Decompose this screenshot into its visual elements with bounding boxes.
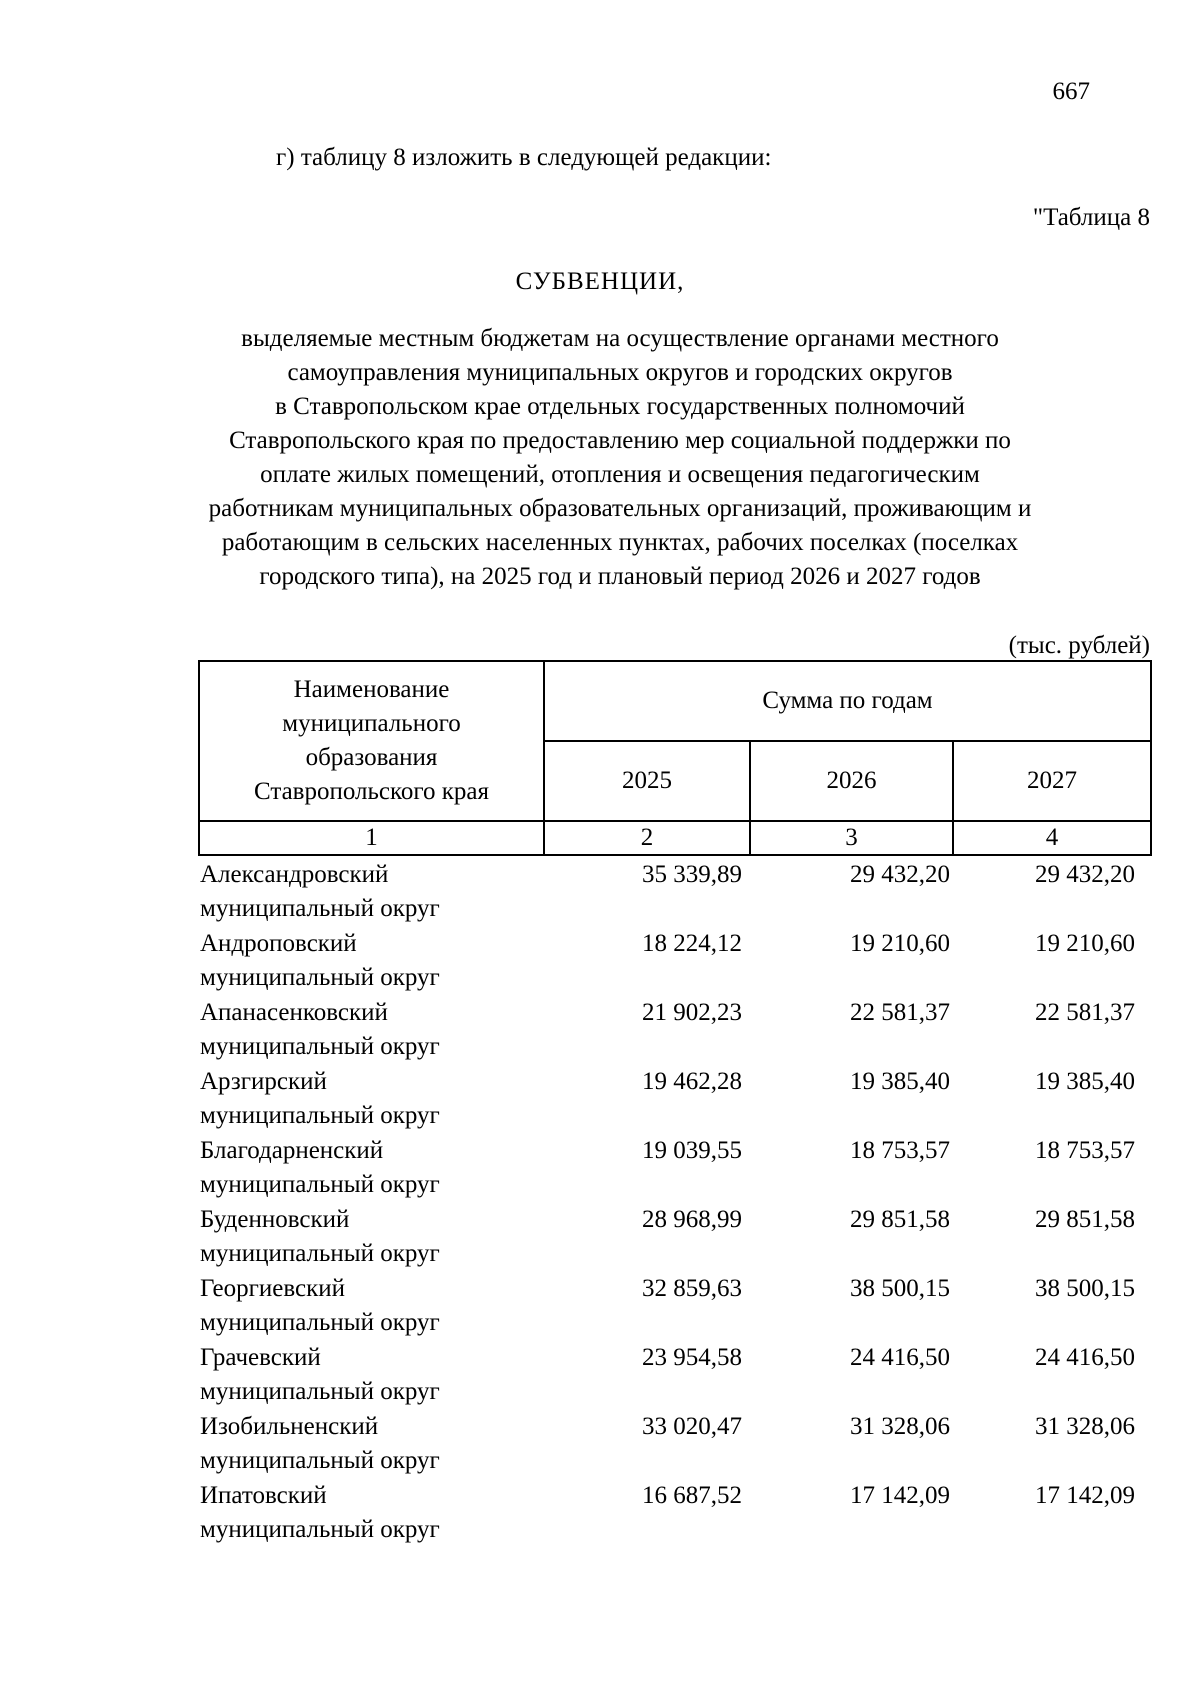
header-sum-cell: Сумма по годам [544, 661, 1151, 741]
municipality-name-line: муниципальный округ [200, 1516, 440, 1543]
value-2026: 22 581,37 [850, 999, 950, 1026]
municipality-name-line: муниципальный округ [200, 1171, 440, 1198]
municipality-name-line: Изобильненский [200, 1413, 379, 1440]
municipality-name-line: муниципальный округ [200, 895, 440, 922]
value-2027: 18 753,57 [1035, 1137, 1135, 1164]
value-2026: 24 416,50 [850, 1344, 950, 1371]
municipality-name-line: муниципальный округ [200, 1378, 440, 1405]
municipality-name-line: муниципальный округ [200, 1102, 440, 1129]
header-year-2026: 2026 [750, 741, 953, 821]
value-2025: 16 687,52 [642, 1482, 742, 1509]
header-name-line: Наименование [293, 676, 450, 703]
table-header [198, 660, 1152, 856]
value-2025: 28 968,99 [642, 1206, 742, 1233]
subtitle-line: городского типа), на 2025 год и плановый период 2026 и 2027 годов [259, 563, 981, 590]
header-name-line: образования [305, 744, 438, 771]
value-2025: 21 902,23 [642, 999, 742, 1026]
header-name-line: Ставропольского края [254, 778, 489, 805]
municipality-name-line: Ипатовский [200, 1482, 327, 1509]
header-year-2025: 2025 [544, 741, 750, 821]
subtitle-line: Ставропольского края по предоставлению мер социальной поддержки по [229, 427, 1011, 454]
column-number: 4 [953, 821, 1151, 855]
municipality-name-line: муниципальный округ [200, 1309, 440, 1336]
table-row [200, 927, 1150, 996]
value-2027: 19 210,60 [1035, 930, 1135, 957]
document-subtitle [190, 322, 1050, 594]
value-2027: 22 581,37 [1035, 999, 1135, 1026]
units-label: (тыс. рублей) [1008, 632, 1150, 659]
table-row [200, 1479, 1150, 1548]
value-2025: 18 224,12 [642, 930, 742, 957]
value-2027: 31 328,06 [1035, 1413, 1135, 1440]
municipality-name-line: муниципальный округ [200, 1033, 440, 1060]
value-2027: 29 432,20 [1035, 861, 1135, 888]
value-2026: 31 328,06 [850, 1413, 950, 1440]
subtitle-line: оплате жилых помещений, отопления и освещения педагогическим [260, 461, 980, 488]
municipality-name-line: Благодарненский [200, 1137, 384, 1164]
municipality-name-line: Апанасенковский [200, 999, 388, 1026]
subtitle-line: самоуправления муниципальных округов и городских округов [287, 359, 953, 386]
value-2027: 19 385,40 [1035, 1068, 1135, 1095]
municipality-name-line: Арзгирский [200, 1068, 327, 1095]
value-2026: 18 753,57 [850, 1137, 950, 1164]
value-2026: 29 851,58 [850, 1206, 950, 1233]
value-2027: 17 142,09 [1035, 1482, 1135, 1509]
table-row [200, 996, 1150, 1065]
municipality-name-line: Буденновский [200, 1206, 350, 1233]
value-2025: 33 020,47 [642, 1413, 742, 1440]
value-2025: 32 859,63 [642, 1275, 742, 1302]
column-number: 1 [199, 821, 544, 855]
value-2026: 38 500,15 [850, 1275, 950, 1302]
municipality-name-line: Александровский [200, 861, 389, 888]
value-2026: 19 210,60 [850, 930, 950, 957]
table-row [200, 1272, 1150, 1341]
table-row [200, 1341, 1150, 1410]
value-2025: 19 462,28 [642, 1068, 742, 1095]
page-number: 667 [1052, 78, 1090, 105]
municipality-name-line: Андроповский [200, 930, 357, 957]
table-row [200, 1203, 1150, 1272]
municipality-name-line: муниципальный округ [200, 964, 440, 991]
table-label: "Таблица 8 [1032, 204, 1150, 231]
value-2027: 29 851,58 [1035, 1206, 1135, 1233]
value-2026: 19 385,40 [850, 1068, 950, 1095]
table-row [200, 1065, 1150, 1134]
value-2026: 29 432,20 [850, 861, 950, 888]
header-year-2027: 2027 [953, 741, 1151, 821]
table-row [200, 1134, 1150, 1203]
value-2025: 23 954,58 [642, 1344, 742, 1371]
value-2027: 38 500,15 [1035, 1275, 1135, 1302]
column-number: 2 [544, 821, 750, 855]
subtitle-line: работающим в сельских населенных пунктах, рабочих поселках (поселках [221, 529, 1019, 556]
municipality-name-line: Георгиевский [200, 1275, 346, 1302]
subtitle-line: выделяемые местным бюджетам на осуществление органами местного [241, 325, 999, 352]
municipality-name-line: Грачевский [200, 1344, 321, 1371]
column-number: 3 [750, 821, 953, 855]
value-2025: 35 339,89 [642, 861, 742, 888]
value-2027: 24 416,50 [1035, 1344, 1135, 1371]
municipality-name-line: муниципальный округ [200, 1447, 440, 1474]
table-body [200, 858, 1150, 1548]
header-name-cell [199, 661, 544, 821]
value-2025: 19 039,55 [642, 1137, 742, 1164]
subtitle-line: в Ставропольском крае отдельных государственных полномочий [275, 393, 965, 420]
municipality-name-line: муниципальный округ [200, 1240, 440, 1267]
header-name-line: муниципального [282, 710, 461, 737]
table-row [200, 1410, 1150, 1479]
table-row [200, 858, 1150, 927]
value-2026: 17 142,09 [850, 1482, 950, 1509]
subtitle-line: работникам муниципальных образовательных организаций, проживающим и [208, 495, 1032, 522]
document-title: СУБВЕНЦИИ, [515, 268, 685, 295]
intro-text: г) таблицу 8 изложить в следующей редакции: [276, 144, 772, 171]
